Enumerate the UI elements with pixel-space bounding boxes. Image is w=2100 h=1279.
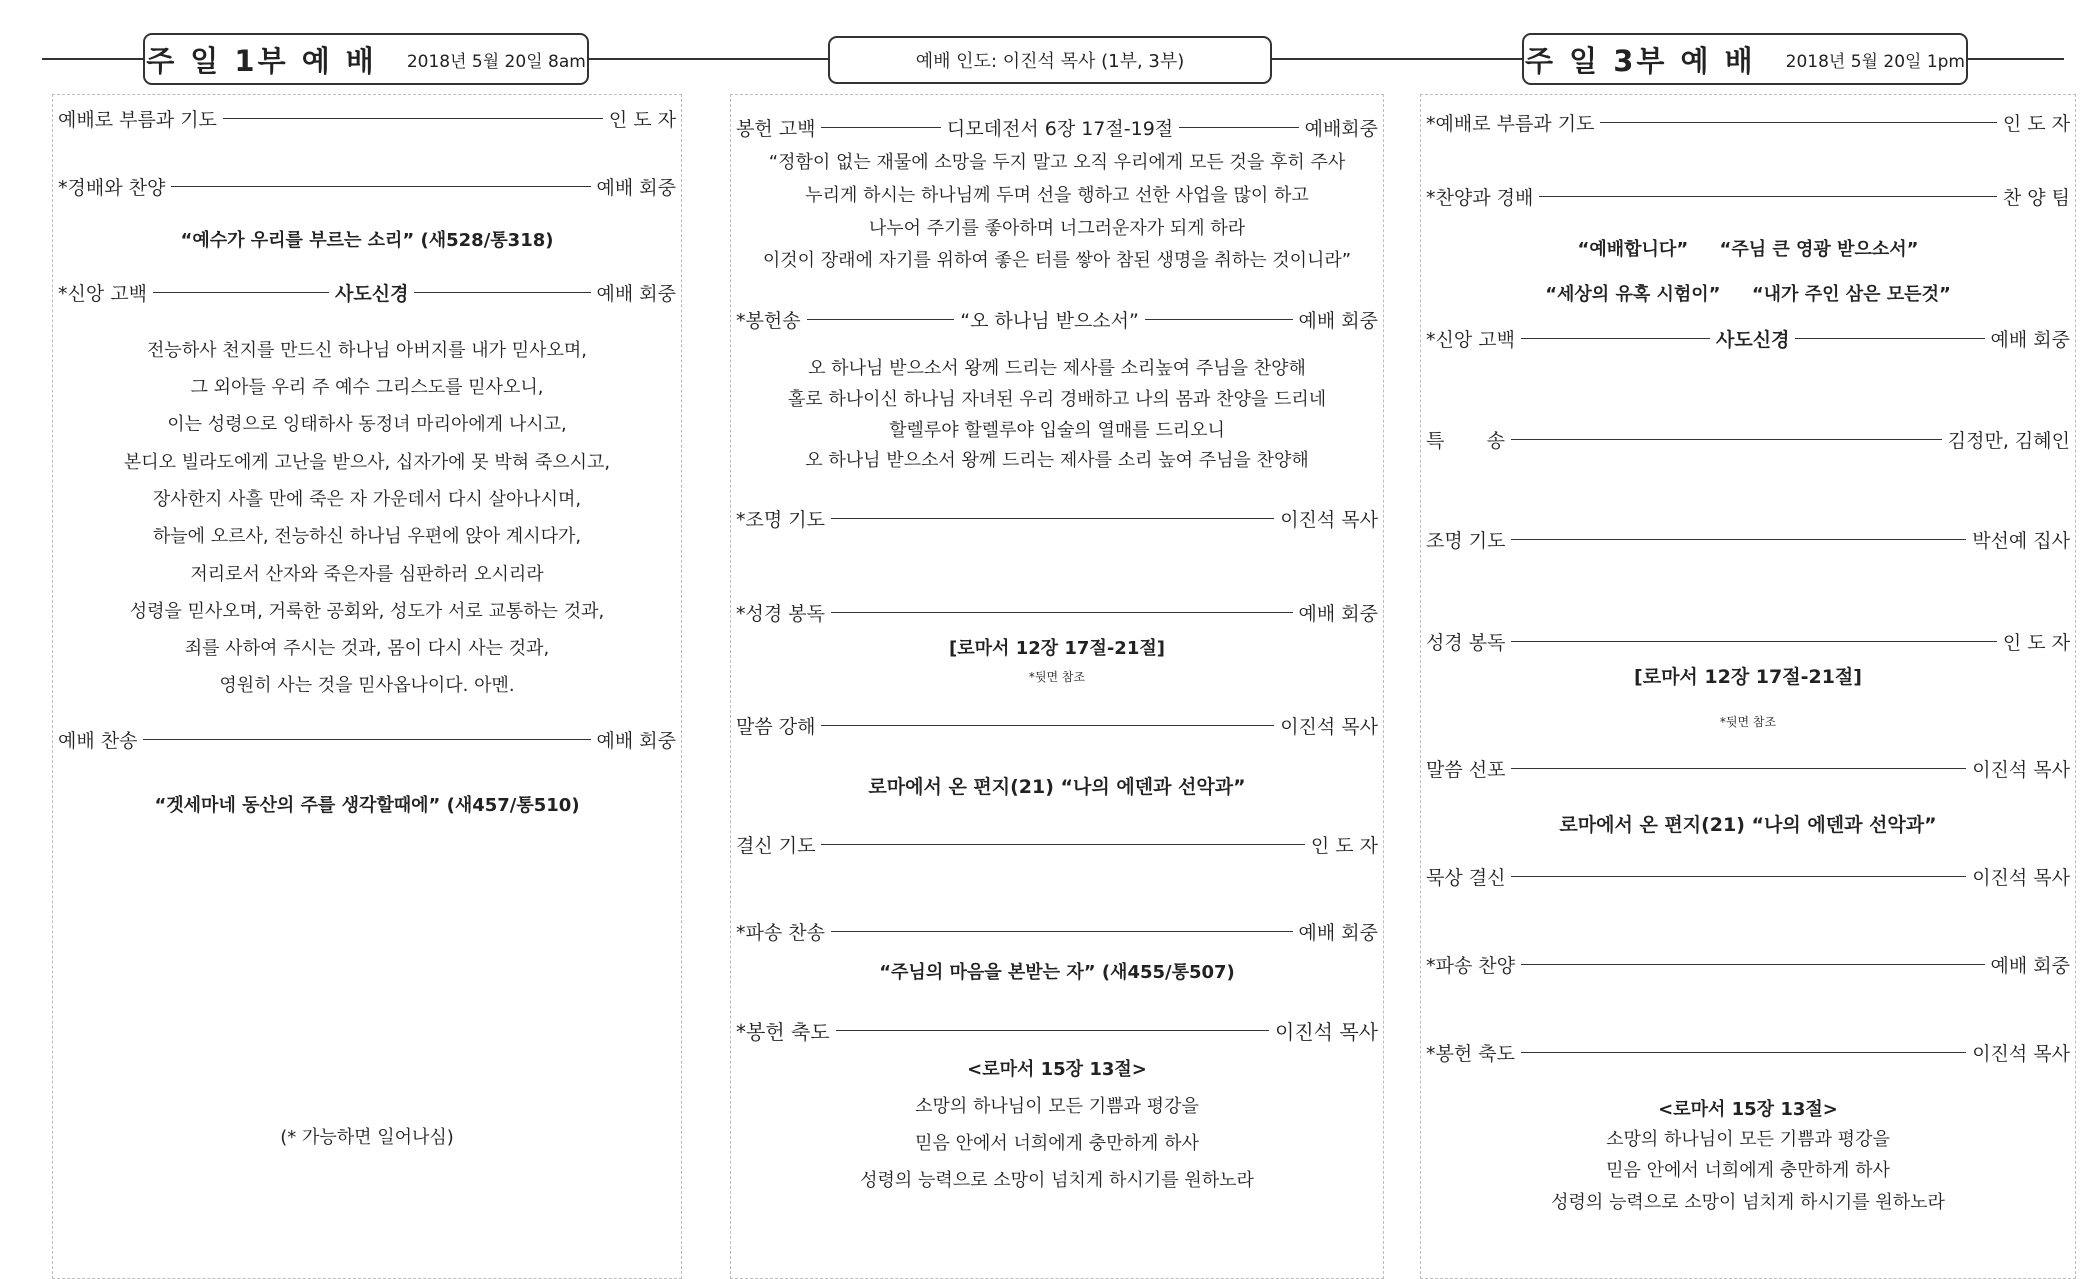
closing-hymn-title: “주님의 마음을 본받는 자” (새455/통507) [879, 962, 1235, 983]
benediction-line: 믿음 안에서 너희에게 충만하게 하사 [915, 1133, 1199, 1154]
closing-hymn-row: *파송 찬송 예배 회중 [736, 921, 1378, 944]
creed-line: 전능하사 천지를 만드신 하나님 아버지를 내가 믿사오며, [147, 340, 587, 361]
praise-song-title: “예수가 우리를 부르는 소리” (새528/통318) [180, 230, 554, 251]
creed-line: 저리로서 산자와 죽은자를 심판하러 오시리라 [190, 564, 544, 585]
benediction-row: *봉헌 축도 이진석 목사 [736, 1019, 1378, 1044]
hymn-song-title: “겟세마네 동산의 주를 생각할때에” (새457/통510) [154, 795, 580, 816]
service3-header [1522, 33, 1968, 85]
benediction-row: *봉헌 축도 이진석 목사 [1426, 1042, 2070, 1065]
creed-line: 이는 성령으로 잉태하사 동정녀 마리아에게 나시고, [167, 414, 567, 435]
benediction-line: 소망의 하나님이 모든 기쁨과 평강을 [1606, 1129, 1890, 1150]
offering-song-line: 할렐루야 할렐루야 입술의 열매를 드리오니 [889, 420, 1225, 441]
service3-title: 주 일 3부 예 배 [1525, 43, 1756, 78]
benediction-reference: <로마서 15장 13절> [1658, 1099, 1838, 1120]
offering-verse-line: 누리게 하시는 하나님께 두며 선을 행하고 선한 사업을 많이 하고 [805, 185, 1309, 206]
offering-verse-line: 나누어 주기를 좋아하며 너그러운자가 되게 하라 [868, 218, 1246, 239]
offering-song-row: *봉헌송 “오 하나님 받으소서” 예배 회중 [736, 309, 1379, 332]
illumination-prayer-row: 조명 기도 박선예 집사 [1426, 529, 2070, 552]
praise-row: *경배와 찬양 예배 회중 [58, 176, 676, 199]
praise-songs: “세상의 유혹 시험이” “내가 주인 삼은 모든것” [1545, 284, 1951, 305]
hymn-row: 예배 찬송 예배 회중 [58, 729, 676, 752]
leader-header [828, 36, 1272, 84]
creed-row: *신앙 고백 사도신경 예배 회중 [58, 282, 677, 305]
benediction-reference: <로마서 15장 13절> [967, 1059, 1147, 1080]
offering-verse-line: “정함이 없는 재물에 소망을 두지 말고 오직 우리에게 모든 것을 후히 주사 [768, 152, 1346, 173]
offering-song-line: 홀로 하나이신 하나님 자녀된 우리 경배하고 나의 몸과 찬양을 드리네 [787, 389, 1327, 410]
sermon-row: 말씀 선포 이진석 목사 [1426, 758, 2070, 781]
creed-line: 성령을 믿사오며, 거룩한 공회와, 성도가 서로 교통하는 것과, [129, 601, 605, 622]
scripture-note: *뒷면 참조 [1719, 715, 1777, 729]
special-music-row: 특 송 김정만, 김혜인 [1426, 429, 2070, 452]
creed-line: 영원히 사는 것을 믿사옵나이다. 아멘. [219, 675, 515, 696]
benediction-line: 성령의 능력으로 소망이 넘치게 하시기를 원하노라 [860, 1170, 1254, 1191]
creed-line: 그 외아들 우리 주 예수 그리스도를 믿사오니, [190, 377, 544, 398]
service1-date: 2018년 5월 20일 8am [406, 51, 586, 72]
scripture-reading-row: *성경 봉독 예배 회중 [736, 602, 1378, 625]
benediction-line: 믿음 안에서 너희에게 충만하게 하사 [1606, 1160, 1890, 1181]
creed-line: 장사한지 사흘 만에 죽은 자 가운데서 다시 살아나시며, [152, 489, 582, 510]
offering-song-line: 오 하나님 받으소서 왕께 드리는 제사를 소리 높여 주님을 찬양해 [805, 450, 1309, 471]
scripture-reference: [로마서 12장 17절-21절] [949, 638, 1165, 659]
sermon-title: 로마에서 온 편지(21) “나의 에덴과 선악과” [1559, 814, 1937, 836]
scripture-reading-row: 성경 봉독 인 도 자 [1426, 631, 2070, 654]
call-to-worship-row: 예배로 부름과 기도 인 도 자 [58, 108, 676, 131]
call-to-worship-row: *예배로 부름과 기도 인 도 자 [1426, 112, 2070, 135]
offering-song-line: 오 하나님 받으소서 왕께 드리는 제사를 소리높여 주님을 찬양해 [808, 358, 1306, 379]
leader-text: 예배 인도: 이진석 목사 (1부, 3부) [915, 51, 1185, 72]
creed-line: 본디오 빌라도에게 고난을 받으사, 십자가에 못 박혀 죽으시고, [123, 452, 611, 473]
service3-date: 2018년 5월 20일 1pm [1785, 51, 1965, 72]
sermon-title: 로마에서 온 편지(21) “나의 에덴과 선악과” [868, 776, 1246, 798]
creed-line: 하늘에 오르사, 전능하신 하나님 우편에 앉아 계시다가, [152, 526, 582, 547]
offering-confession-row: 봉헌 고백 디모데전서 6장 17절-19절 예배회중 [736, 117, 1379, 140]
decision-prayer-row: 결신 기도 인 도 자 [736, 834, 1378, 857]
creed-row: *신앙 고백 사도신경 예배 회중 [1426, 328, 2071, 351]
benediction-line: 소망의 하나님이 모든 기쁨과 평강을 [915, 1096, 1199, 1117]
offering-verse-line: 이것이 장래에 자기를 위하여 좋은 터를 쌓아 참된 생명을 취하는 것이니라” [762, 250, 1352, 271]
praise-row: *찬양과 경배 찬 양 팀 [1426, 186, 2070, 209]
closing-hymn-row: *파송 찬양 예배 회중 [1426, 954, 2070, 977]
sermon-row: 말씀 강해 이진석 목사 [736, 715, 1378, 738]
service1-title: 주 일 1부 예 배 [146, 43, 377, 78]
service1-header [143, 33, 589, 85]
meditation-row: 묵상 결신 이진석 목사 [1426, 866, 2070, 889]
benediction-line: 성령의 능력으로 소망이 넘치게 하시기를 원하노라 [1551, 1192, 1945, 1213]
scripture-note: *뒷면 참조 [1028, 670, 1086, 684]
illumination-prayer-row: *조명 기도 이진석 목사 [736, 508, 1378, 531]
standing-note: (* 가능하면 일어나심) [280, 1127, 454, 1148]
scripture-reference: [로마서 12장 17절-21절] [1634, 666, 1862, 688]
praise-songs: “예배합니다” “주님 큰 영광 받으소서” [1577, 239, 1919, 260]
creed-line: 죄를 사하여 주시는 것과, 몸이 다시 사는 것과, [184, 638, 550, 659]
